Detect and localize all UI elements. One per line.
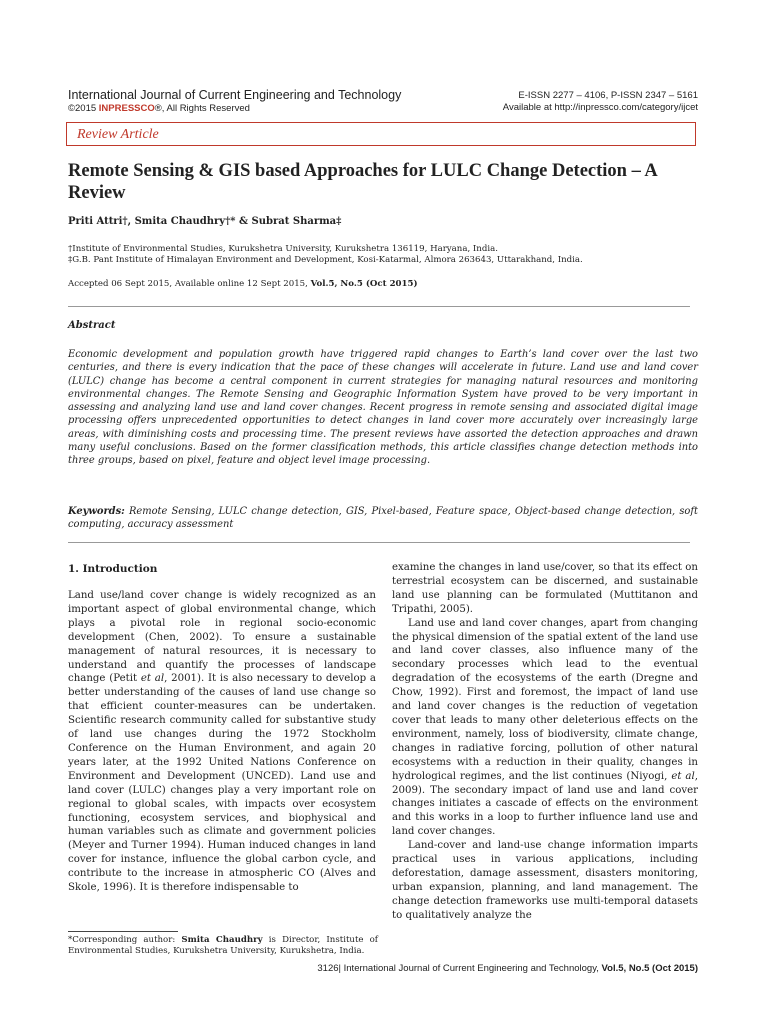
left-column	[68, 589, 376, 895]
article-type: Review Article	[77, 127, 159, 142]
journal-header	[68, 88, 468, 115]
volume-info: Vol.5, No.5 (Oct 2015)	[310, 279, 418, 289]
copyright: ©2015 INPRESSCO®, All Rights Reserved	[68, 103, 250, 114]
divider	[68, 306, 690, 307]
corresponding-author: Smita Chaudhry	[181, 935, 263, 945]
publication-dates: Accepted 06 Sept 2015, Available online 12 Sept 2015, Vol.5, No.5 (Oct 2015)	[68, 279, 418, 289]
available-at-link[interactable]: Available at http://inpressco.com/category/ijcet	[502, 102, 698, 113]
issn-block	[503, 90, 698, 114]
intro-paragraph-1-cont: examine the changes in land use/cover, so that its effect on terrestrial ecosystem can be discerned, and sustainable land use planning can be formulated (Muttitanon and Tripathi, 2005).	[392, 562, 698, 615]
publisher-name: INPRESSCO	[98, 103, 155, 114]
article-type-box	[66, 122, 696, 146]
article-title: Remote Sensing & GIS based Approaches for LULC Change Detection – A Review	[68, 161, 657, 203]
right-column	[392, 561, 698, 923]
keywords-text: Remote Sensing, LULC change detection, GIS, Pixel-based, Feature space, Object-based change detection, soft computing, accuracy assessment	[68, 506, 698, 531]
intro-paragraph-1: Land use/land cover change is widely recognized as an important aspect of global environmental change, which plays a pivotal role in regional socio-economic development (Chen, 2002). To ensure a sustainable management of natural resources, it is necessary to understand and quantify the processes of landscape change (Petit et al, 2001). It is also necessary to develop a better understanding of the causes of land use change so that efficient counter-measures can be undertaken. Scientific research community called for substantive study of land use changes during the 1972 Stockholm Conference on the Human Environment, and again 20 years later, at the 1992 United Nations Conference on Environment and Development (UNCED). Land use and land cover (LULC) changes play a very important role on regional to global scales, with impacts over ecosystem functioning, ecosystem services, and biophysical and human variables such as climate and government policies (Meyer and Turner 1994). Human induced changes in land cover for instance, influence the global carbon cycle, and contribute to the increase in atmospheric CO (Alves and Skole, 1996). It is therefore indispensable to	[68, 590, 376, 894]
footnote-divider	[68, 931, 178, 932]
page-footer: 3126| International Journal of Current Engineering and Technology, Vol.5, No.5 (Oct 2015)	[317, 963, 698, 974]
keywords-label: Keywords:	[68, 506, 125, 517]
affiliation-2: ‡G.B. Pant Institute of Himalayan Environment and Development, Kosi-Katarmal, Almora 263643, Uttarakhand, India.	[68, 255, 583, 265]
divider	[68, 542, 690, 543]
affiliation-1: †Institute of Environmental Studies, Kurukshetra University, Kurukshetra 136119, Haryana, India.	[68, 244, 498, 254]
authors: Priti Attri†, Smita Chaudhry†* & Subrat Sharma‡	[68, 216, 342, 227]
journal-name: International Journal of Current Engineering and Technology	[68, 88, 402, 102]
corresponding-author-note: *Corresponding author: Smita Chaudhry is Director, Institute of Environmental Studies, Kurukshetra University, Kurukshetra, India.	[68, 935, 378, 956]
issn: E-ISSN 2277 – 4106, P-ISSN 2347 – 5161	[518, 90, 698, 101]
abstract-heading: Abstract	[68, 320, 116, 331]
intro-paragraph-3: Land-cover and land-use change information imparts practical uses in various applications, including deforestation, damage assessment, disasters monitoring, urban expansion, planning, and land management. The change detection frameworks use multi-temporal datasets to qualitatively analyze the	[392, 840, 698, 921]
section-heading: 1. Introduction	[68, 563, 158, 575]
keywords	[68, 505, 698, 532]
abstract-body: Economic development and population growth have triggered rapid changes to Earth’s land cover over the last two centuries, and there is every indication that the pace of these changes will accelerate in future. Land use and land cover (LULC) change has become a central component in current strategies for managing natural resources and monitoring environmental changes. The Remote Sensing and Geographic Information System have proved to be very important in assessing and analyzing land use and land cover changes. Recent progress in remote sensing and associated digital image processing offers unprecedented opportunities to detect changes in land cover more accurately over increasingly large areas, with diminishing costs and processing time. The present reviews have assorted the detection approaches and drawn many useful conclusions. Based on the former classification methods, this article classifies change detection methods into three groups, based on pixel, feature and object level image processing.	[68, 349, 698, 467]
intro-paragraph-2: Land use and land cover changes, apart from changing the physical dimension of the spatial extent of the land use and land cover classes, also influence many of the secondary processes which lead to the eventual degradation of the ecosystems of the earth (Dregne and Chow, 1992). First and foremost, the impact of land use and land cover changes is the reduction of vegetation cover that leads to many other deleterious effects on the environment, namely, loss of biodiversity, climate change, changes in radiative forcing, pollution of other natural ecosystems with a reduction in their quality, changes in hydrological regimes, and the list continues (Niyogi, et al, 2009). The secondary impact of land use and land cover changes initiates a cascade of effects on the environment and this works in a loop to further influence land use and land cover changes.	[392, 617, 698, 838]
